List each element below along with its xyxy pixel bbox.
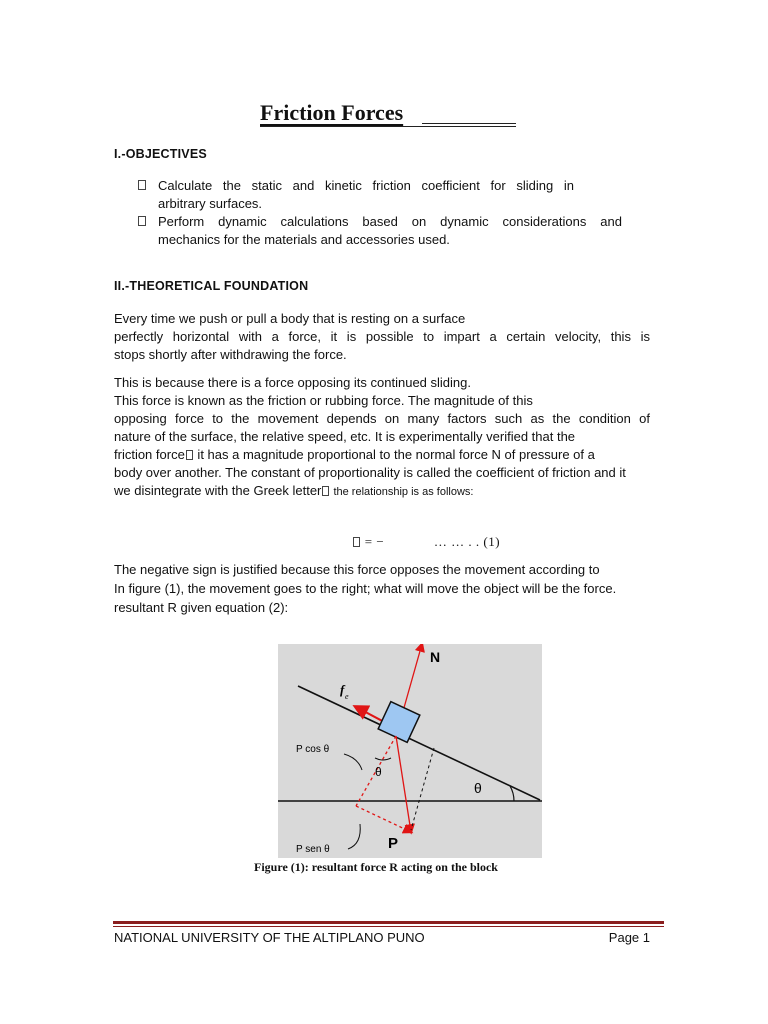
paragraph [114, 374, 650, 501]
paragraph [114, 560, 650, 617]
text-fragment: friction force [114, 447, 185, 462]
parallel-component [356, 806, 411, 832]
equation-1 [352, 534, 500, 550]
psen-leader [348, 824, 360, 849]
bullet-box-icon [138, 180, 146, 190]
weight-vector-P [396, 736, 411, 832]
footer-page-number: Page 1 [608, 930, 650, 945]
missing-glyph-icon [186, 450, 193, 460]
equation-mid: = − [361, 534, 388, 549]
bullet-text-cont: mechanics for the materials and accessories used. [158, 232, 450, 247]
section-heading-theory: II.-THEORETICAL FOUNDATION [114, 279, 309, 293]
text-line: Every time we push or pull a body that is resting on a surface [114, 311, 466, 326]
label-pcos: P cos θ [296, 744, 330, 755]
label-theta-angle: θ [474, 780, 482, 796]
text-fragment: the relationship is as follows: [330, 486, 474, 498]
text-line: stops shortly after withdrawing the force. [114, 347, 347, 362]
text-line: nature of the surface, the relative speed, etc. It is experimentally verified that the [114, 429, 576, 444]
bullet-text: Perform dynamic calculations based on dynamic considerations and [158, 214, 622, 229]
missing-glyph-icon [353, 537, 360, 547]
objectives-list [138, 177, 622, 249]
text-fragment: it has a magnitude proportional to the normal force N of pressure of a [193, 447, 595, 462]
text-line: In figure (1), the movement goes to the right; what will move the object will be the force. [114, 581, 617, 596]
block [378, 702, 420, 743]
footer-rule-thin [113, 926, 664, 927]
text-line: resultant R given equation (2): [114, 600, 289, 615]
pcos-leader [344, 754, 362, 770]
bullet-text-cont: arbitrary surfaces. [158, 196, 263, 211]
text-line: The negative sign is justified because this force opposes the movement according to [114, 562, 600, 577]
text-line [114, 482, 650, 501]
label-fe-sub: e [345, 692, 349, 701]
text-line [114, 446, 650, 464]
footer-rule [113, 921, 664, 924]
incline-line [298, 686, 540, 800]
figure-incline-diagram [278, 644, 542, 858]
text-line: This force is known as the friction or rubbing force. The magnitude of this [114, 393, 533, 408]
bullet-box-icon [138, 216, 146, 226]
text-fragment: we disintegrate with the Greek letter [114, 483, 322, 498]
projection-line [411, 748, 434, 830]
list-item [138, 213, 622, 249]
text-line: perfectly horizontal with a force, it is possible to impart a certain velocity, this is [114, 329, 650, 344]
label-P: P [388, 835, 399, 852]
text-line: This is because there is a force opposing its continued sliding. [114, 375, 471, 390]
section-heading-objectives: I.-OBJECTIVES [114, 147, 207, 161]
label-psen: P sen θ [296, 844, 330, 855]
text-line: opposing force to the movement depends on many factors such as the condition of [114, 411, 650, 426]
title-underline [422, 123, 516, 124]
paragraph [114, 310, 650, 364]
page-title: Friction Forces [260, 100, 404, 125]
label-N: N [430, 649, 441, 665]
title-underline-lower [260, 126, 516, 127]
incline-diagram [278, 644, 542, 858]
missing-glyph-icon [322, 486, 329, 496]
label-fe: f [340, 682, 345, 697]
footer-university: NATIONAL UNIVERSITY OF THE ALTIPLANO PUNO [114, 930, 425, 945]
figure-caption: Figure (1): resultant force R acting on the block [254, 860, 498, 874]
list-item [138, 177, 622, 213]
label-theta-inner: θ [375, 765, 382, 779]
text-line: body over another. The constant of proportionality is called the coefficient of friction and it [114, 465, 626, 480]
bullet-text: Calculate the static and kinetic friction coefficient for sliding in [158, 178, 574, 193]
body-text [114, 310, 650, 511]
equation-tail: … … . . (1) [433, 534, 501, 549]
